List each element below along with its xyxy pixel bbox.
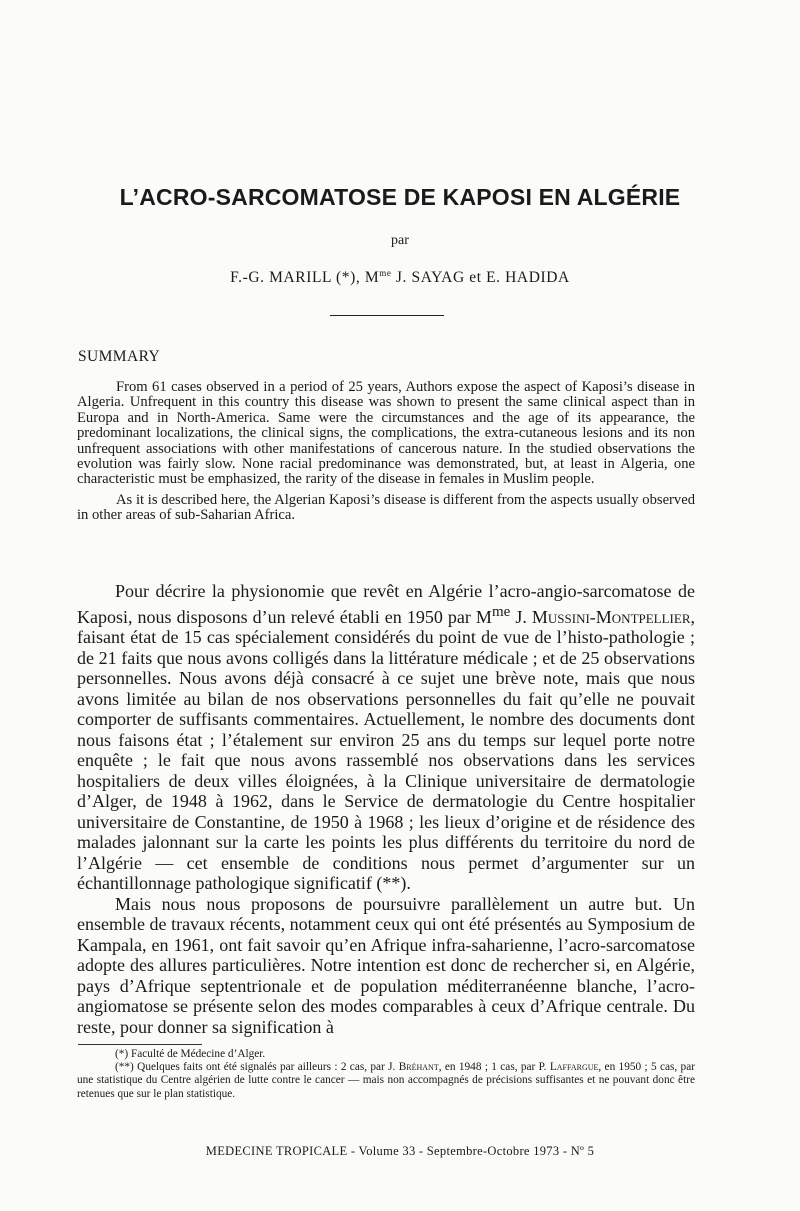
footnote-2-text-c: , en 1950 ; 5 cas, par une statistique du Centre algérien de lutte contre le cancer — mais non accompagnés de précisions suffisantes et ne pouvant donc être retenues que sur le plan statistique. <box>77 1061 695 1100</box>
body-p1-text-b: J. <box>510 606 532 627</box>
body-p1-text-c: , faisant état de 15 cas spécialement considérés du point de vue de l’histo-pathologie ; de 21 faits que nous avons colligés dans la littérature médicale ; et de 25 observations personnelles. Nous avons déjà consacré à ce sujet une brève note, mais que nous avons limitée au bilan de nos observations personnelles du fait qu’elle ne pouvait comporter de suffisants commentaires. Actuellement, le nombre des documents dont nous faisons état ; l’étalement sur environ 25 ans du temps sur lequel porte notre enquête ; le fait que nous avons rassemblé nos observations dans les services hospitaliers de deux villes éloignées, à la Clinique universitaire de dermatologie d’Alger, de 1948 à 1962, dans le Service de dermatologie du Centre hospitalier universitaire de Constantine, de 1950 à 1968 ; les lieux d’origine et de résidence des malades jalonnant sur la carte les points les plus différents du territoire du nord de l’Algérie — cet ensemble de conditions nous permet d’argumenter sur un échantillonnage pathologique significatif (**). <box>77 606 695 893</box>
summary-block <box>77 380 695 529</box>
authors-line <box>0 268 800 287</box>
footnote-2-name-laffargue: Laffargue <box>549 1061 599 1074</box>
summary-heading: SUMMARY <box>78 348 161 365</box>
title-divider <box>330 315 444 316</box>
body-paragraph-1 <box>77 581 695 894</box>
footnote-2-text-a: (**) Quelques faits ont été signalés par ailleurs : 2 cas, par J. <box>115 1061 399 1074</box>
footnote-2-text-b: , en 1948 ; 1 cas, par P. <box>438 1061 550 1074</box>
authors-first: F.-G. MARILL (*), M <box>230 269 380 287</box>
body-p1-text-a: Pour décrire la physionomie que revêt en Algérie l’acro-angio-sarcomatose de Kaposi, nous disposons d’un relevé établi en 1950 par M <box>77 581 695 627</box>
article-title: L’ACRO-SARCOMATOSE DE KAPOSI EN ALGÉRIE <box>119 184 681 210</box>
authors-rest: J. SAYAG et E. HADIDA <box>391 269 570 287</box>
footnote-2 <box>77 1061 695 1101</box>
body-p1-mme-sup: me <box>491 603 511 620</box>
body-text <box>77 581 695 1037</box>
summary-paragraph-1: From 61 cases observed in a period of 25 years, Authors expose the aspect of Kaposi’s disease in Algeria. Unfrequent in this country this disease was shown to present the same clinical aspect than in Europa and in North-America. Same were the circumstances and the age of its appearance, the predominant localizations, the clinical signs, the complications, the extra-cutaneous lesions and its non unfrequent associations with other manifestations of cancerous nature. In the studied observations the evolution was fairly slow. None racial predominance was demonstrated, but, at least in Algeria, one characteristic must be emphasized, the rarity of the disease in females in Muslim people. <box>77 379 695 488</box>
body-paragraph-2: Mais nous nous proposons de poursuivre parallèlement un autre but. Un ensemble de travaux récents, notamment ceux qui ont été présentés au Symposium de Kampala, en 1961, ont fait savoir qu’en Afrique infra-saharienne, l’acro-sarcomatose adopte des allures particulières. Notre intention est donc de rechercher si, en Algérie, pays d’Afrique septentrionale et de population méditerranéenne blanche, l’acro-angiomatose se présente selon des modes comparables à ceux d’Afrique centrale. Du reste, pour donner sa signification à <box>77 893 695 1037</box>
journal-footer: MEDECINE TROPICALE - Volume 33 - Septembre-Octobre 1973 - Nº 5 <box>205 1144 595 1158</box>
byline-par: par <box>391 233 409 248</box>
summary-paragraph-2: As it is described here, the Algerian Kaposi’s disease is different from the aspects usually observed in other areas of sub-Saharian Africa. <box>77 491 695 524</box>
footnote-divider <box>78 1044 202 1045</box>
body-p1-author-name: Mussini-Montpellier <box>531 606 691 627</box>
footnote-2-name-brehant: Bréhant <box>398 1061 439 1074</box>
footnote-1: (*) Faculté de Médecine d’Alger. <box>115 1048 266 1060</box>
authors-mme-sup: me <box>379 268 392 278</box>
footnotes <box>77 1048 695 1101</box>
